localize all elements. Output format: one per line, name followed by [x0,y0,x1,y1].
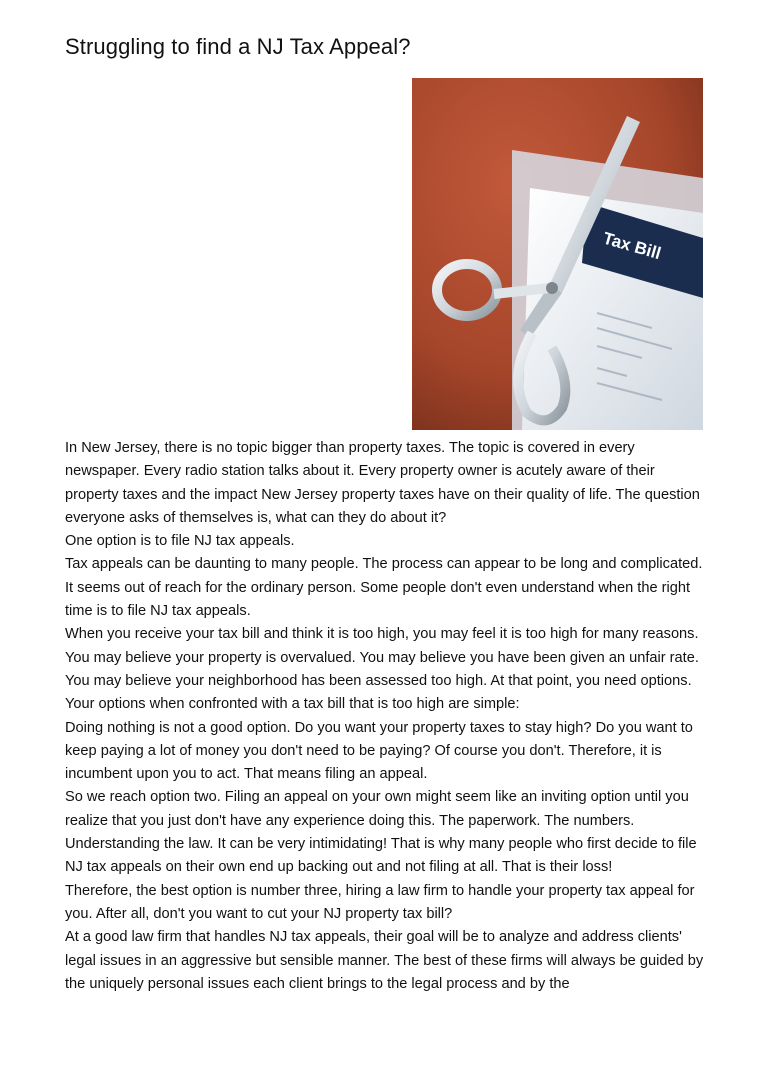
article-paragraph: Your options when confronted with a tax bill that is too high are simple: [65,696,520,713]
page-title: Struggling to find a NJ Tax Appeal? [65,34,411,59]
article-paragraph: So we reach option two. Filing an appeal on your own might seem like an inviting option until you realize that you just don't have any experience doing this. The paperwork. The numbers. Understanding the law. It can be very intimidating! That is why many people who first decide to file NJ tax appeals on their own end up backing out and not filing at all. That is their loss! [65,789,697,876]
tax-bill-label: Tax Bill [600,228,664,264]
article-paragraph: At a good law firm that handles NJ tax appeals, their goal will be to analyze and address clients' legal issues in an aggressive but sensible manner. The best of these firms will always be guided by the uniquely personal issues each client brings to the legal process and by the [65,929,704,992]
article-body [65,437,710,996]
tax-bill-scissors-image [412,78,703,430]
article-paragraph: When you receive your tax bill and think it is too high, you may feel it is too high for many reasons. You may believe your property is overvalued. You may believe you have been given an unfair rate. You may believe your neighborhood has been assessed too high. At that point, you need options. [65,626,699,689]
article-paragraph: Therefore, the best option is number three, hiring a law firm to handle your property tax appeal for you. After all, don't you want to cut your NJ property tax bill? [65,882,695,922]
article-paragraph: One option is to file NJ tax appeals. [65,533,295,550]
article-paragraph: In New Jersey, there is no topic bigger than property taxes. The topic is covered in every newspaper. Every radio station talks about it. Every property owner is acutely aware of their property taxes and the impact New Jersey property taxes have on their quality of life. The question everyone asks of themselves is, what can they do about it? [65,440,700,526]
article-paragraph: Doing nothing is not a good option. Do you want your property taxes to stay high? Do you want to keep paying a lot of money you don't need to be paying? Of course you don't. Therefore, it is incumbent upon you to act. That means filing an appeal. [65,719,693,783]
article-paragraph: Tax appeals can be daunting to many people. The process can appear to be long and complicated. It seems out of reach for the ordinary person. Some people don't even understand when the right time is to file NJ tax appeals. [65,556,703,620]
